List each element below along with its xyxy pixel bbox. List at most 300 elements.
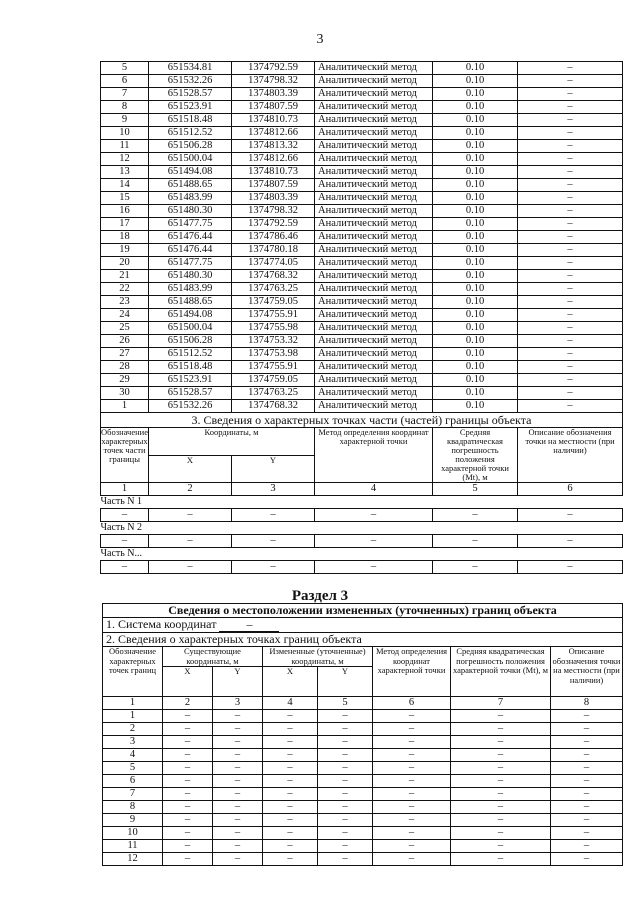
empty-cell: – <box>232 509 315 522</box>
error: 0.10 <box>433 387 518 400</box>
empty-cell: – <box>451 814 551 827</box>
empty-cell: – <box>451 710 551 723</box>
empty-cell: – <box>373 853 451 866</box>
coord-y: 1374755.91 <box>232 361 315 374</box>
error: 0.10 <box>433 218 518 231</box>
coord-y: 1374759.05 <box>232 374 315 387</box>
point-number: 20 <box>101 257 149 270</box>
point-number: 23 <box>101 296 149 309</box>
table-row <box>101 218 623 231</box>
point-number: 6 <box>103 775 163 788</box>
empty-cell: – <box>373 749 451 762</box>
empty-cell: – <box>451 853 551 866</box>
description: – <box>518 231 623 244</box>
section-title: Раздел 3 <box>291 588 349 604</box>
part-label-row <box>101 548 623 561</box>
point-number: 12 <box>101 153 149 166</box>
method: Аналитический метод <box>315 244 433 257</box>
empty-cell: – <box>213 710 263 723</box>
empty-cell: – <box>551 710 623 723</box>
point-number: 6 <box>101 75 149 88</box>
coord-y: 1374810.73 <box>232 166 315 179</box>
error: 0.10 <box>433 270 518 283</box>
empty-cell: – <box>213 749 263 762</box>
coord-x: 651500.04 <box>149 153 232 166</box>
coord-y: 1374768.32 <box>232 400 315 413</box>
table-row <box>103 840 623 853</box>
point-number: 11 <box>103 840 163 853</box>
coord-x: 651512.52 <box>149 348 232 361</box>
method: Аналитический метод <box>315 309 433 322</box>
point-number: 10 <box>101 127 149 140</box>
empty-cell: – <box>149 509 232 522</box>
empty-cell: – <box>149 535 232 548</box>
table-row <box>101 140 623 153</box>
table-row <box>101 114 623 127</box>
coord-x: 651480.30 <box>149 270 232 283</box>
table-row <box>103 723 623 736</box>
empty-cell: – <box>551 762 623 775</box>
empty-cell: – <box>263 827 318 840</box>
empty-cell: – <box>213 788 263 801</box>
description: – <box>518 400 623 413</box>
table-row <box>101 296 623 309</box>
column-number: 5 <box>318 697 373 710</box>
method: Аналитический метод <box>315 361 433 374</box>
empty-cell: – <box>373 840 451 853</box>
method: Аналитический метод <box>315 179 433 192</box>
coord-y: 1374813.32 <box>232 140 315 153</box>
coord-x: 651506.28 <box>149 140 232 153</box>
table-row <box>101 387 623 400</box>
empty-cell: – <box>373 814 451 827</box>
point-number: 4 <box>103 749 163 762</box>
column-number: 5 <box>433 483 518 496</box>
column-number: 1 <box>103 697 163 710</box>
table-row <box>101 231 623 244</box>
table-row <box>101 88 623 101</box>
table-row <box>101 348 623 361</box>
table-row <box>101 400 623 413</box>
part-data-row <box>101 561 623 574</box>
header-x: X <box>163 667 213 697</box>
description: – <box>518 88 623 101</box>
coord-x: 651488.65 <box>149 296 232 309</box>
empty-cell: – <box>263 736 318 749</box>
point-number: 15 <box>101 192 149 205</box>
method: Аналитический метод <box>315 88 433 101</box>
coordinate-system-value: – <box>219 618 279 632</box>
page-number: 3 <box>316 32 324 47</box>
method: Аналитический метод <box>315 166 433 179</box>
method: Аналитический метод <box>315 127 433 140</box>
point-number: 1 <box>103 710 163 723</box>
empty-cell: – <box>163 814 213 827</box>
coord-y: 1374812.66 <box>232 127 315 140</box>
empty-cell: – <box>163 723 213 736</box>
empty-cell: – <box>518 561 623 574</box>
empty-cell: – <box>163 788 213 801</box>
error: 0.10 <box>433 309 518 322</box>
description: – <box>518 309 623 322</box>
coord-y: 1374803.39 <box>232 192 315 205</box>
error: 0.10 <box>433 192 518 205</box>
empty-cell: – <box>263 853 318 866</box>
coord-x: 651528.57 <box>149 88 232 101</box>
coord-x: 651532.26 <box>149 400 232 413</box>
table-row <box>101 179 623 192</box>
coord-y: 1374755.91 <box>232 309 315 322</box>
table-row <box>103 736 623 749</box>
header-description: Описание обозначения точки на местности (при наличии) <box>518 428 623 483</box>
table-row <box>101 361 623 374</box>
header-changed-coords: Измененные (уточненные) координаты, м <box>263 647 373 667</box>
table-row <box>103 762 623 775</box>
coord-y: 1374753.98 <box>232 348 315 361</box>
empty-cell: – <box>213 801 263 814</box>
coord-y: 1374807.59 <box>232 101 315 114</box>
empty-cell: – <box>318 749 373 762</box>
empty-cell: – <box>318 827 373 840</box>
empty-cell: – <box>163 775 213 788</box>
empty-cell: – <box>163 736 213 749</box>
method: Аналитический метод <box>315 322 433 335</box>
error: 0.10 <box>433 296 518 309</box>
empty-cell: – <box>373 762 451 775</box>
description: – <box>518 270 623 283</box>
empty-cell: – <box>318 762 373 775</box>
coord-x: 651494.08 <box>149 166 232 179</box>
coord-x: 651518.48 <box>149 361 232 374</box>
point-number: 22 <box>101 283 149 296</box>
method: Аналитический метод <box>315 153 433 166</box>
empty-cell: – <box>213 814 263 827</box>
description: – <box>518 140 623 153</box>
table-row <box>101 166 623 179</box>
error: 0.10 <box>433 374 518 387</box>
empty-cell: – <box>451 762 551 775</box>
coord-x: 651488.65 <box>149 179 232 192</box>
header-y: Y <box>318 667 373 697</box>
description: – <box>518 257 623 270</box>
coord-y: 1374803.39 <box>232 88 315 101</box>
empty-cell: – <box>163 853 213 866</box>
error: 0.10 <box>433 361 518 374</box>
coord-x: 651500.04 <box>149 322 232 335</box>
part-label: Часть N... <box>101 548 623 561</box>
error: 0.10 <box>433 88 518 101</box>
part-data-row <box>101 535 623 548</box>
part-label-row <box>101 496 623 509</box>
description: – <box>518 179 623 192</box>
table-row <box>103 814 623 827</box>
empty-cell: – <box>213 840 263 853</box>
empty-cell: – <box>318 814 373 827</box>
column-number: 3 <box>232 483 315 496</box>
error: 0.10 <box>433 335 518 348</box>
empty-cell: – <box>433 561 518 574</box>
empty-cell: – <box>263 801 318 814</box>
error: 0.10 <box>433 101 518 114</box>
empty-cell: – <box>213 853 263 866</box>
method: Аналитический метод <box>315 257 433 270</box>
empty-cell: – <box>263 840 318 853</box>
empty-cell: – <box>213 723 263 736</box>
description: – <box>518 283 623 296</box>
error: 0.10 <box>433 140 518 153</box>
empty-cell: – <box>373 723 451 736</box>
coord-y: 1374759.05 <box>232 296 315 309</box>
header-x: X <box>149 455 232 483</box>
point-number: 10 <box>103 827 163 840</box>
empty-cell: – <box>263 710 318 723</box>
empty-cell: – <box>149 561 232 574</box>
description: – <box>518 218 623 231</box>
method: Аналитический метод <box>315 192 433 205</box>
method: Аналитический метод <box>315 75 433 88</box>
description: – <box>518 75 623 88</box>
error: 0.10 <box>433 400 518 413</box>
method: Аналитический метод <box>315 387 433 400</box>
header-designation: Обозначение характерных точек части границы <box>101 428 149 483</box>
coord-y: 1374786.46 <box>232 231 315 244</box>
table-row <box>103 827 623 840</box>
empty-cell: – <box>263 723 318 736</box>
empty-cell: – <box>163 762 213 775</box>
description: – <box>518 62 623 75</box>
coord-x: 651476.44 <box>149 231 232 244</box>
point-number: 18 <box>101 231 149 244</box>
table-row <box>101 244 623 257</box>
coordinate-system-label: 1. Система координат <box>106 617 217 631</box>
description: – <box>518 361 623 374</box>
section3-title-row <box>101 413 623 428</box>
empty-cell: – <box>373 788 451 801</box>
description: – <box>518 153 623 166</box>
point-number: 11 <box>101 140 149 153</box>
empty-cell: – <box>213 736 263 749</box>
empty-cell: – <box>318 775 373 788</box>
header-method: Метод определения координат характерной точки <box>373 647 451 697</box>
header-coords: Координаты, м <box>149 428 315 456</box>
empty-cell: – <box>451 723 551 736</box>
coord-y: 1374755.98 <box>232 322 315 335</box>
empty-cell: – <box>451 801 551 814</box>
empty-cell: – <box>518 535 623 548</box>
method: Аналитический метод <box>315 374 433 387</box>
empty-cell: – <box>318 723 373 736</box>
header-description: Описание обозначения точки на местности (при наличии) <box>551 647 623 697</box>
coord-x: 651476.44 <box>149 244 232 257</box>
error: 0.10 <box>433 244 518 257</box>
empty-cell: – <box>373 710 451 723</box>
empty-cell: – <box>551 840 623 853</box>
method: Аналитический метод <box>315 62 433 75</box>
header-y: Y <box>232 455 315 483</box>
coord-x: 651512.52 <box>149 127 232 140</box>
empty-cell: – <box>101 535 149 548</box>
coord-y: 1374780.18 <box>232 244 315 257</box>
error: 0.10 <box>433 205 518 218</box>
coord-y: 1374792.59 <box>232 62 315 75</box>
empty-cell: – <box>318 788 373 801</box>
description: – <box>518 127 623 140</box>
coordinate-system-row <box>103 618 623 633</box>
point-number: 13 <box>101 166 149 179</box>
header-error: Средняя квадратическая погрешность положения характерной точки (Mt), м <box>451 647 551 697</box>
section3-header-row <box>101 428 623 456</box>
point-number: 8 <box>103 801 163 814</box>
table-row <box>101 322 623 335</box>
table-row <box>101 75 623 88</box>
column-number: 2 <box>163 697 213 710</box>
header-designation: Обозначение характерных точек границ <box>103 647 163 697</box>
table-row <box>101 205 623 218</box>
error: 0.10 <box>433 179 518 192</box>
method: Аналитический метод <box>315 101 433 114</box>
changed-boundaries-table <box>102 603 623 866</box>
empty-cell: – <box>163 749 213 762</box>
method: Аналитический метод <box>315 400 433 413</box>
empty-cell: – <box>101 509 149 522</box>
table-row <box>101 101 623 114</box>
method: Аналитический метод <box>315 348 433 361</box>
point-number: 1 <box>101 400 149 413</box>
empty-cell: – <box>318 853 373 866</box>
description: – <box>518 114 623 127</box>
point-number: 5 <box>101 62 149 75</box>
error: 0.10 <box>433 114 518 127</box>
coord-y: 1374774.05 <box>232 257 315 270</box>
coord-x: 651483.99 <box>149 192 232 205</box>
error: 0.10 <box>433 231 518 244</box>
empty-cell: – <box>263 788 318 801</box>
coord-y: 1374792.59 <box>232 218 315 231</box>
table-row <box>103 749 623 762</box>
table-row <box>103 853 623 866</box>
header-y: Y <box>213 667 263 697</box>
description: – <box>518 322 623 335</box>
empty-cell: – <box>373 801 451 814</box>
part-label: Часть N 2 <box>101 522 623 535</box>
description: – <box>518 205 623 218</box>
coord-x: 651528.57 <box>149 387 232 400</box>
table-row <box>101 153 623 166</box>
table-row <box>101 62 623 75</box>
coord-y: 1374763.25 <box>232 387 315 400</box>
coord-x: 651532.26 <box>149 75 232 88</box>
point-number: 25 <box>101 322 149 335</box>
description: – <box>518 192 623 205</box>
coord-x: 651534.81 <box>149 62 232 75</box>
header-existing-coords: Существующие координаты, м <box>163 647 263 667</box>
point-number: 12 <box>103 853 163 866</box>
empty-cell: – <box>451 749 551 762</box>
coord-y: 1374768.32 <box>232 270 315 283</box>
empty-cell: – <box>315 561 433 574</box>
empty-cell: – <box>518 509 623 522</box>
coord-x: 651480.30 <box>149 205 232 218</box>
column-number: 2 <box>149 483 232 496</box>
error: 0.10 <box>433 348 518 361</box>
table-row <box>101 257 623 270</box>
empty-cell: – <box>318 840 373 853</box>
empty-cell: – <box>373 827 451 840</box>
empty-cell: – <box>551 749 623 762</box>
empty-cell: – <box>101 561 149 574</box>
point-number: 5 <box>103 762 163 775</box>
error: 0.10 <box>433 257 518 270</box>
point-number: 16 <box>101 205 149 218</box>
table-row <box>103 775 623 788</box>
description: – <box>518 296 623 309</box>
description: – <box>518 101 623 114</box>
coord-y: 1374753.32 <box>232 335 315 348</box>
table-row <box>101 283 623 296</box>
point-number: 7 <box>103 788 163 801</box>
point-number: 30 <box>101 387 149 400</box>
part-label-row <box>101 522 623 535</box>
empty-cell: – <box>433 509 518 522</box>
coord-y: 1374810.73 <box>232 114 315 127</box>
empty-cell: – <box>451 827 551 840</box>
point-number: 29 <box>101 374 149 387</box>
error: 0.10 <box>433 153 518 166</box>
header-method: Метод определения координат характерной точки <box>315 428 433 483</box>
coord-x: 651494.08 <box>149 309 232 322</box>
point-number: 7 <box>101 88 149 101</box>
description: – <box>518 374 623 387</box>
empty-cell: – <box>315 535 433 548</box>
empty-cell: – <box>318 801 373 814</box>
empty-cell: – <box>318 736 373 749</box>
empty-cell: – <box>551 853 623 866</box>
point-number: 2 <box>103 723 163 736</box>
empty-cell: – <box>213 762 263 775</box>
empty-cell: – <box>263 775 318 788</box>
method: Аналитический метод <box>315 231 433 244</box>
point-number: 19 <box>101 244 149 257</box>
column-number: 1 <box>101 483 149 496</box>
empty-cell: – <box>451 775 551 788</box>
error: 0.10 <box>433 75 518 88</box>
table-row <box>101 374 623 387</box>
empty-cell: – <box>263 762 318 775</box>
coord-x: 651518.48 <box>149 114 232 127</box>
description: – <box>518 166 623 179</box>
description: – <box>518 387 623 400</box>
coord-x: 651523.91 <box>149 374 232 387</box>
coord-y: 1374812.66 <box>232 153 315 166</box>
method: Аналитический метод <box>315 140 433 153</box>
section3-title: 3. Сведения о характерных точках части (частей) границы объекта <box>101 413 623 428</box>
empty-cell: – <box>163 710 213 723</box>
description: – <box>518 348 623 361</box>
empty-cell: – <box>451 736 551 749</box>
empty-cell: – <box>551 827 623 840</box>
table-row <box>101 309 623 322</box>
empty-cell: – <box>232 561 315 574</box>
empty-cell: – <box>232 535 315 548</box>
error: 0.10 <box>433 322 518 335</box>
column-number: 8 <box>551 697 623 710</box>
table-row <box>103 710 623 723</box>
empty-cell: – <box>213 827 263 840</box>
coord-x: 651523.91 <box>149 101 232 114</box>
points-info-label: 2. Сведения о характерных точках границ объекта <box>103 633 623 647</box>
coord-y: 1374763.25 <box>232 283 315 296</box>
table-row <box>103 788 623 801</box>
